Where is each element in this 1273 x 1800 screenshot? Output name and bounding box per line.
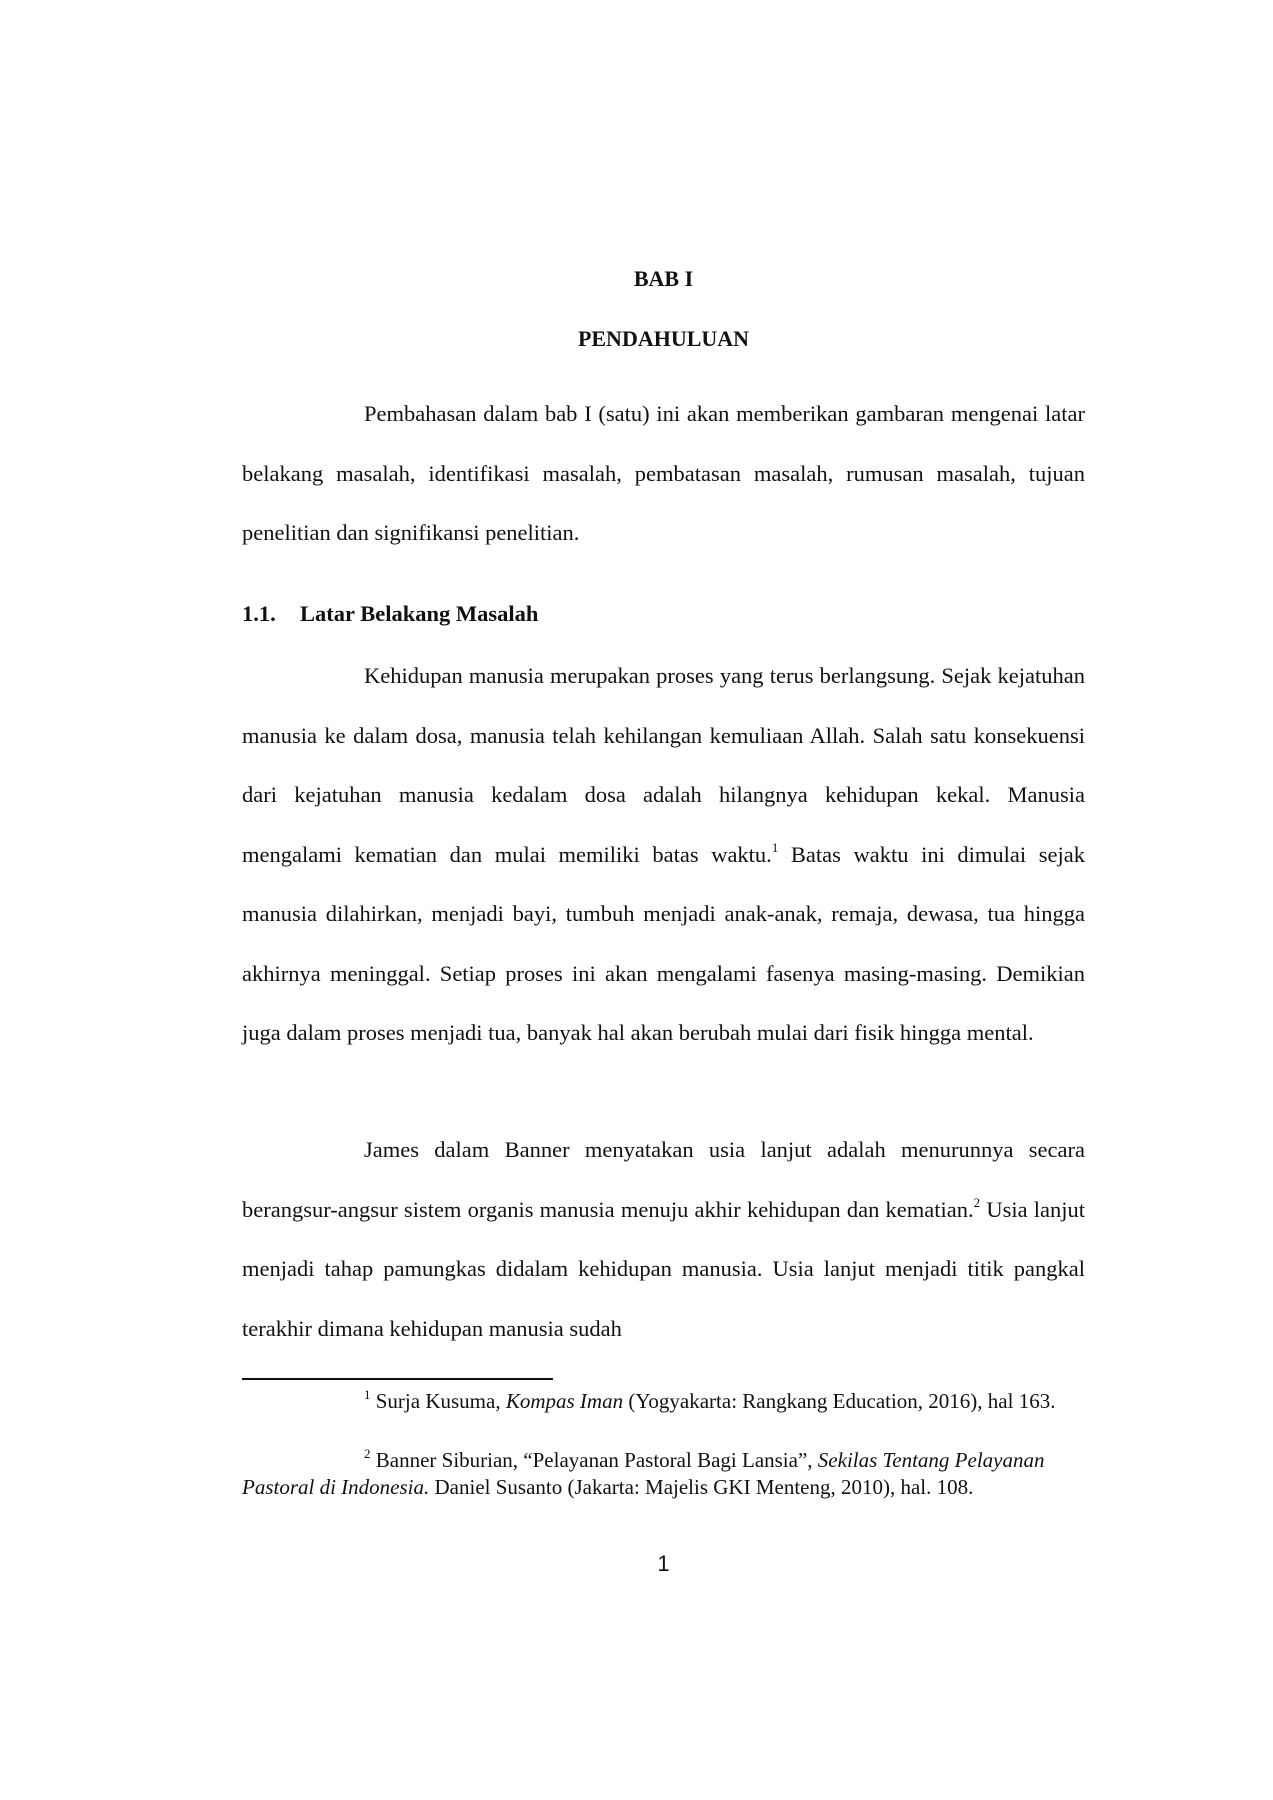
section-number: 1.1. (242, 601, 276, 626)
paragraph-2-text-a: James dalam Banner menyatakan usia lanjut adalah menurunnya secara berangsur-angsur sistem organis manusia menuju akhir kehidupan dan kematian. (242, 1137, 1085, 1222)
footnote-2-text-a: Banner Siburian, “Pelayanan Pastoral Bagi Lansia”, (370, 1448, 818, 1472)
page-number: 1 (657, 1551, 670, 1576)
intro-text: Pembahasan dalam bab I (satu) ini akan memberikan gambaran mengenai latar belakang masalah, identifikasi masalah, pembatasan masalah, rumusan masalah, tujuan penelitian dan signifikansi penelitian. (242, 401, 1085, 545)
footnote-1 (242, 1388, 1085, 1415)
paragraph-2 (242, 1120, 1085, 1358)
section-heading (242, 600, 538, 628)
footnote-1-number: 1 (364, 1387, 371, 1402)
paragraph-2-text-b: Usia lanjut menjadi tahap pamungkas didalam kehidupan manusia. Usia lanjut menjadi titik pangkal terakhir dimana kehidupan manusia sudah (242, 1196, 1086, 1341)
paragraph-1-text-b: Batas waktu ini dimulai sejak manusia dilahirkan, menjadi bayi, tumbuh menjadi anak-anak, remaja, dewasa, tua hingga akhirnya meninggal. Setiap proses ini akan mengalami fasenya masing-masing. Demikian juga dalam proses menjadi tua, banyak hal akan berubah mulai dari fisik hingga mental. (242, 841, 1085, 1045)
footnote-2-text-b: Daniel Susanto (Jakarta: Majelis GKI Menteng, 2010), hal. 108. (429, 1475, 974, 1499)
chapter-title: PENDAHULUAN (577, 326, 750, 351)
footnote-separator (242, 1378, 553, 1380)
intro-paragraph (242, 384, 1085, 563)
footnote-1-title: Kompas Iman (505, 1389, 624, 1413)
footnote-1-text-a: Surja Kusuma, (370, 1389, 506, 1413)
chapter-number: BAB I (633, 266, 694, 291)
paragraph-1 (242, 646, 1085, 1063)
footnote-2-title: Sekilas Tentang Pelayanan Pastoral di Indonesia. (242, 1448, 1045, 1499)
footnote-2 (242, 1447, 1085, 1501)
section-title: Latar Belakang Masalah (300, 601, 539, 626)
footnote-ref-1: 1 (771, 839, 779, 855)
footnote-2-number: 2 (364, 1446, 371, 1461)
footnote-ref-2: 2 (973, 1194, 981, 1210)
paragraph-1-text-a: Kehidupan manusia merupakan proses yang terus berlangsung. Sejak kejatuhan manusia ke dalam dosa, manusia telah kehilangan kemuliaan Allah. Salah satu konsekuensi dari kejatuhan manusia kedalam dosa adalah hilangnya kehidupan kekal. Manusia mengalami kematian dan mulai memiliki batas waktu. (242, 663, 1085, 867)
footnote-1-text-b: (Yogyakarta: Rangkang Education, 2016), hal 163. (623, 1389, 1056, 1413)
